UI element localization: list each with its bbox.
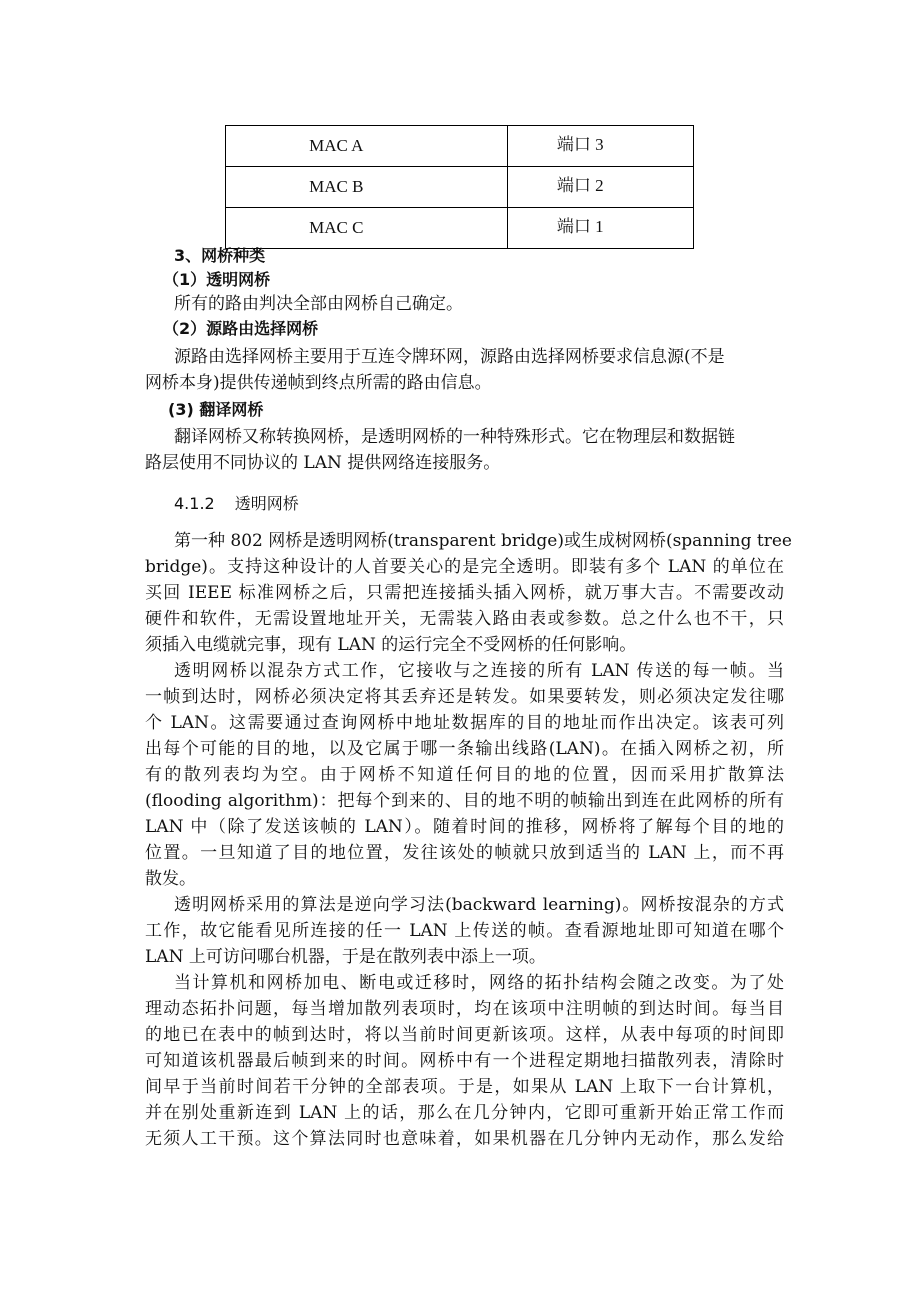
table-row [226,208,694,249]
subheading-translation-bridge: (3) 翻译网桥 [168,400,264,419]
subheading-source-routing-bridge: （2）源路由选择网桥 [163,319,319,338]
paragraph-line: 散发。 [145,869,196,889]
paragraph-line: bridge)。支持这种设计的人首要关心的是完全透明。即装有多个 LAN 的单位在 [145,557,784,577]
paragraph-line: 工作，故它能看见所连接的任一 LAN 上传送的帧。查看源地址即可知道在哪个 [145,921,784,941]
paragraph-line: 有的散列表均为空。由于网桥不知道任何目的地的位置，因而采用扩散算法 [145,765,784,785]
paragraph-line: 的地已在表中的帧到达时，将以当前时间更新该项。这样，从表中每项的时间即 [145,1025,784,1045]
paragraph-line: 所有的路由判决全部由网桥自己确定。 [174,294,463,314]
paragraph-line: 无须人工干预。这个算法同时也意味着，如果机器在几分钟内无动作，那么发给 [145,1129,784,1149]
mac-cell: MAC A [226,126,508,167]
mac-cell: MAC B [226,167,508,208]
paragraph-line: 透明网桥以混杂方式工作，它接收与之连接的所有 LAN 传送的每一帧。当 [174,661,784,681]
paragraph-line: 第一种 802 网桥是透明网桥(transparent bridge)或生成树网桥(spanning tree [174,531,792,551]
section-number: 4.1.2 [174,494,215,513]
table-row [226,167,694,208]
paragraph-line: LAN 上可访问哪台机器，于是在散列表中添上一项。 [145,947,546,967]
table-row [226,126,694,167]
paragraph-line: 并在别处重新连到 LAN 上的话，那么在几分钟内，它即可重新开始正常工作而 [145,1103,784,1123]
paragraph-line: 网桥本身)提供传递帧到终点所需的路由信息。 [145,373,492,393]
paragraph-line: (flooding algorithm)：把每个到来的、目的地不明的帧输出到连在此网桥的所有 [145,791,784,811]
section-title [174,493,299,515]
mac-port-table [225,125,694,249]
paragraph-line: 一帧到达时，网桥必须决定将其丢弃还是转发。如果要转发，则必须决定发往哪 [145,687,784,707]
mac-cell: MAC C [226,208,508,249]
port-cell: 端口 3 [507,126,693,167]
paragraph-line: 翻译网桥又称转换网桥，是透明网桥的一种特殊形式。它在物理层和数据链 [174,427,735,447]
paragraph-line: 透明网桥采用的算法是逆向学习法(backward learning)。网桥按混杂的方式 [174,895,784,915]
paragraph-line: 出每个可能的目的地，以及它属于哪一条输出线路(LAN)。在插入网桥之初，所 [145,739,784,759]
paragraph-line: 硬件和软件，无需设置地址开关，无需装入路由表或参数。总之什么也不干，只 [145,609,784,629]
paragraph-line: 可知道该机器最后帧到来的时间。网桥中有一个进程定期地扫描散列表，清除时 [145,1051,784,1071]
paragraph-line: 买回 IEEE 标准网桥之后，只需把连接插头插入网桥，就万事大吉。不需要改动 [145,583,784,603]
paragraph-line: LAN 中（除了发送该帧的 LAN）。随着时间的推移，网桥将了解每个目的地的 [145,817,784,837]
paragraph-line: 路层使用不同协议的 LAN 提供网络连接服务。 [145,453,501,473]
port-cell: 端口 2 [507,167,693,208]
paragraph-line: 理动态拓扑问题，每当增加散列表项时，均在该项中注明帧的到达时间。每当目 [145,999,784,1019]
section-heading: 3、网桥种类 [174,246,266,265]
paragraph-line: 当计算机和网桥加电、断电或迁移时，网络的拓扑结构会随之改变。为了处 [174,973,784,993]
subheading-transparent-bridge: （1）透明网桥 [163,270,271,289]
paragraph-line: 源路由选择网桥主要用于互连令牌环网，源路由选择网桥要求信息源(不是 [174,347,725,367]
section-title-text: 透明网桥 [234,494,299,513]
paragraph-line: 间早于当前时间若干分钟的全部表项。于是，如果从 LAN 上取下一台计算机， [145,1077,784,1097]
port-cell: 端口 1 [507,208,693,249]
paragraph-line: 位置。一旦知道了目的地位置，发往该处的帧就只放到适当的 LAN 上，而不再 [145,843,784,863]
paragraph-line: 须插入电缆就完事，现有 LAN 的运行完全不受网桥的任何影响。 [145,635,637,655]
paragraph-line: 个 LAN。这需要通过查询网桥中地址数据库的目的地址而作出决定。该表可列 [145,713,784,733]
